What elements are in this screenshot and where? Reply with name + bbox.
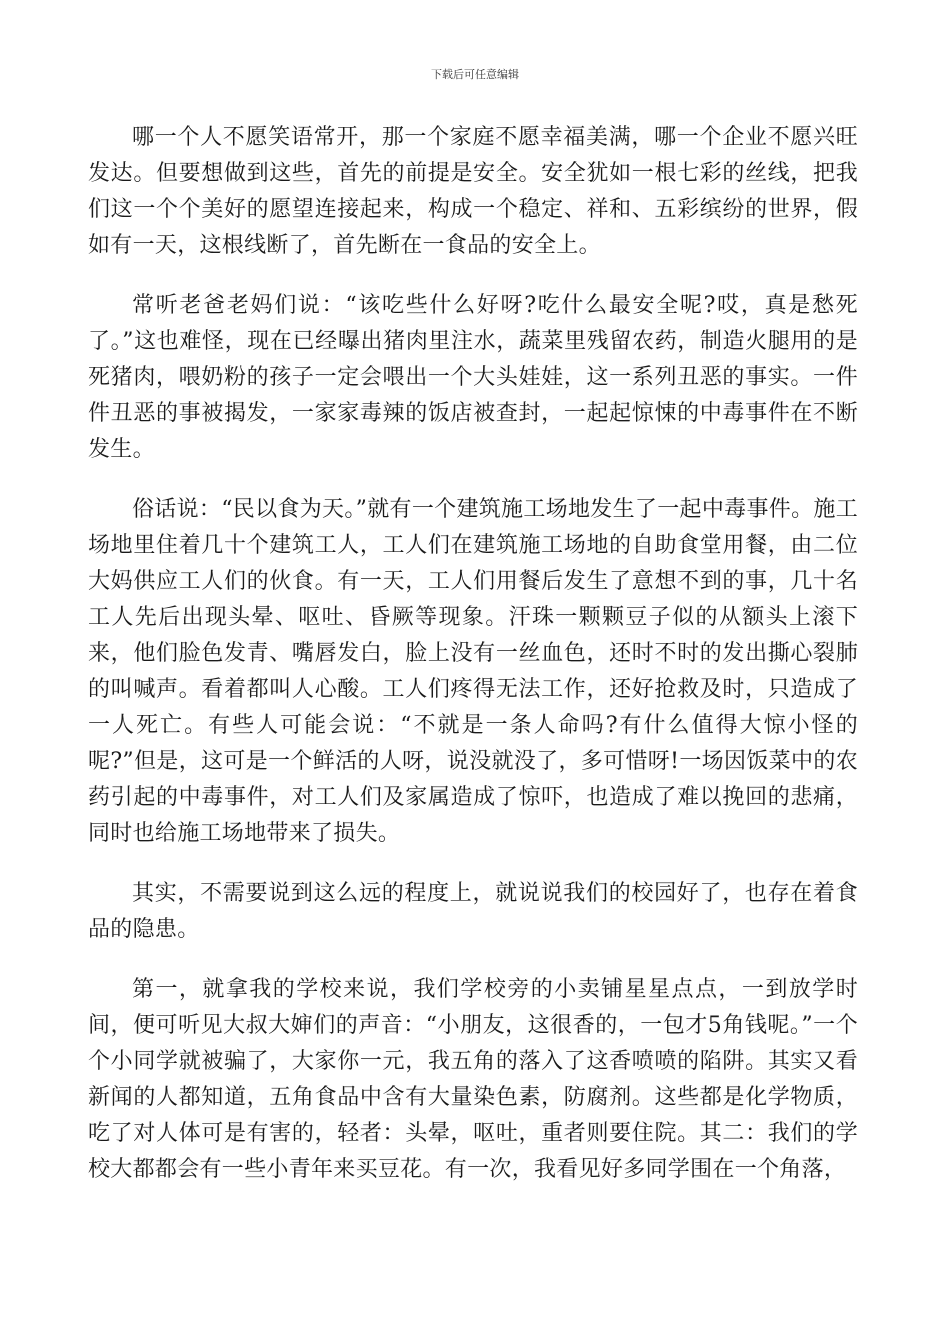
paragraph: 第一，就拿我的学校来说，我们学校旁的小卖铺星星点点，一到放学时间，便可听见大叔大婶们的声音：“小朋友，这很香的，一包才5角钱呢。”一个个小同学就被骗了，大家你一元，我五角的落入了这香喷喷的陷阱。其实又看新闻的人都知道，五角食品中含有大量染色素，防腐剂。这些都是化学物质，吃了对人体可是有害的，轻者：头晕，呕吐，重者则要住院。其二：我们的学校大都都会有一些小青年来买豆花。有一次，我看见好多同学围在一个角落， [88,977,858,1182]
paragraph: 常听老爸老妈们说：“该吃些什么好呀?吃什么最安全呢?哎，真是愁死了。”这也难怪，现在已经曝出猪肉里注水，蔬菜里残留农药，制造火腿用的是死猪肉，喂奶粉的孩子一定会喂出一个大头娃娃，这一系列丑恶的事实。一件件丑恶的事被揭发，一家家毒辣的饭店被查封，一起起惊悚的中毒事件在不断发生。 [88,293,858,462]
document-body [88,120,858,1212]
page-header: 下载后可任意编辑 [431,68,519,81]
paragraph: 俗话说：“民以食为天。”就有一个建筑施工场地发生了一起中毒事件。施工场地里住着几十个建筑工人，工人们在建筑施工场地的自助食堂用餐，由二位大妈供应工人们的伙食。有一天，工人们用餐后发生了意想不到的事，几十名工人先后出现头晕、呕吐、昏厥等现象。汗珠一颗颗豆子似的从额头上滚下来，他们脸色发青、嘴唇发白，脸上没有一丝血色，还时不时的发出撕心裂肺的叫喊声。看着都叫人心酸。工人们疼得无法工作，还好抢救及时，只造成了一人死亡。有些人可能会说：“不就是一条人命吗?有什么值得大惊小怪的呢?”但是，这可是一个鲜活的人呀，说没就没了，多可惜呀!一场因饭菜中的农药引起的中毒事件，对工人们及家属造成了惊吓，也造成了难以挽回的悲痛，同时也给施工场地带来了损失。 [88,497,858,846]
paragraph: 其实，不需要说到这么远的程度上，就说说我们的校园好了，也存在着食品的隐患。 [88,881,858,942]
paragraph: 哪一个人不愿笑语常开，那一个家庭不愿幸福美满，哪一个企业不愿兴旺发达。但要想做到这些，首先的前提是安全。安全犹如一根七彩的丝线，把我们这一个个美好的愿望连接起来，构成一个稳定、祥和、五彩缤纷的世界，假如有一天，这根线断了，首先断在一食品的安全上。 [88,125,858,258]
